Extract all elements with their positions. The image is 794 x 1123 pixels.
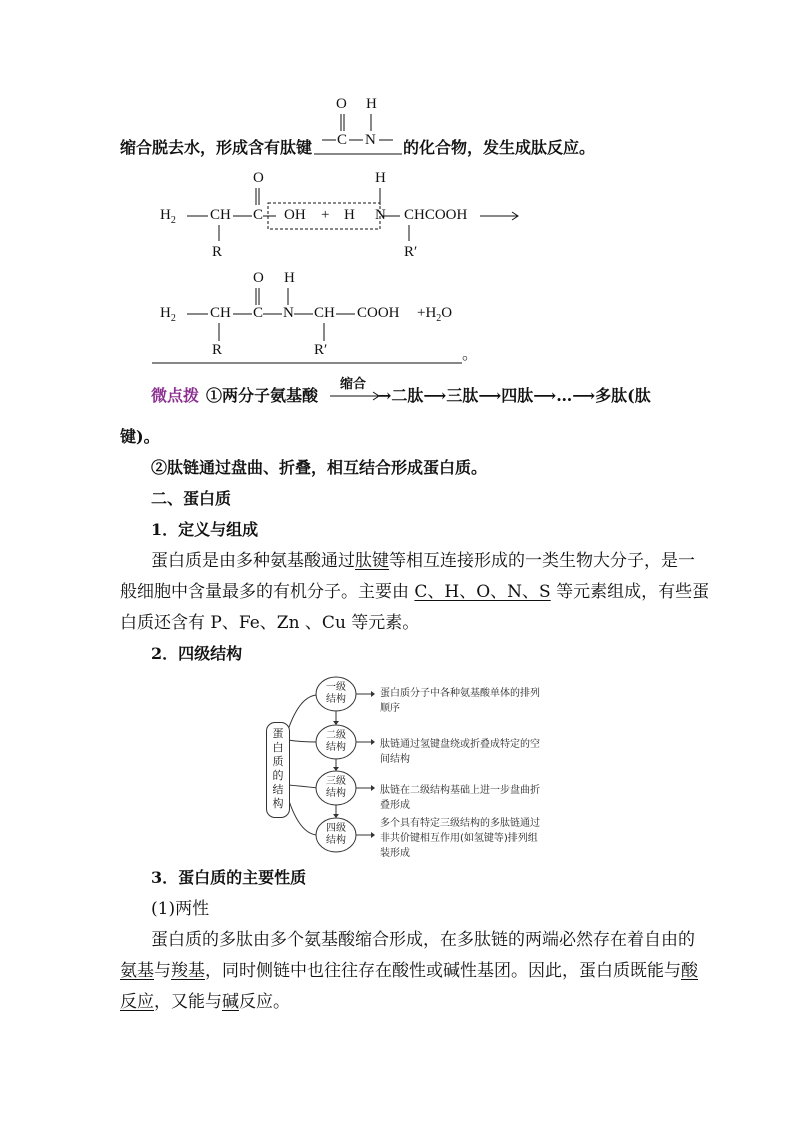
- section2-p1-line1: [151, 551, 695, 571]
- r1-r-prime: R′: [404, 244, 418, 260]
- level4-desc: [380, 816, 540, 861]
- r2-sub2: 2: [170, 313, 176, 324]
- level1-desc-a: 蛋白质分子中各种氨基酸单体的排列: [380, 688, 540, 699]
- r2-h: H: [160, 305, 171, 321]
- p1-l1-u: 肽键: [355, 551, 389, 571]
- r1-plus: +: [321, 207, 330, 223]
- section3-p-line3: [120, 992, 290, 1012]
- section3-sub3-1: (1)两性: [151, 899, 210, 919]
- intro-text-before: 缩合脱去水，形成含有肽键: [120, 138, 313, 157]
- p1-l1-b: 等相互连接形成的一类生物大分子，是一: [389, 551, 695, 571]
- p1-l2-a: 般细胞中含量最多的有机分子。主要由: [120, 582, 415, 602]
- bond-o: O: [336, 96, 347, 112]
- r2-water-sub: 2: [436, 313, 442, 324]
- section2-sub2: 2．四级结构: [151, 644, 243, 663]
- r2-n: N: [283, 305, 294, 321]
- r2-water: [417, 305, 452, 324]
- section3-p-line2: [120, 961, 698, 981]
- p3-carboxyl: 羧基: [171, 961, 205, 981]
- r1-h: H: [160, 207, 171, 223]
- r1-h-top: H: [375, 170, 386, 186]
- root-char-6: 构: [272, 797, 284, 810]
- level4-name: [322, 823, 350, 847]
- bond-c: C: [337, 132, 348, 148]
- r2-ch2: CH: [314, 305, 335, 321]
- p3-acid: 酸: [681, 961, 698, 981]
- bond-structure-lines: [300, 110, 420, 160]
- tip-label: 微点拨: [151, 386, 200, 405]
- level2-name-b: 结构: [326, 742, 346, 753]
- level4-desc-b: 非共价键相互作用(如氢键等)排列组: [380, 833, 538, 844]
- r2-plus-h: +H: [417, 305, 437, 321]
- section2-heading: 二、蛋白质: [151, 489, 232, 508]
- r1-chcooh: CHCOOH: [404, 207, 468, 223]
- r1-n: N: [375, 207, 386, 223]
- root-char-3: 质: [272, 755, 284, 768]
- diagram-root-text: [267, 723, 289, 811]
- r2-r: R: [212, 342, 223, 358]
- level2-desc-a: 肽链通过氢键盘绕或折叠成特定的空: [380, 739, 540, 750]
- level1-name-b: 结构: [326, 694, 346, 705]
- level1-name: [322, 682, 350, 706]
- intro-text-after: 的化合物，发生成肽反应。: [403, 138, 596, 157]
- bond-n: N: [365, 132, 376, 148]
- p3-l2-b: ，同时侧链中也往往存在酸性或碱性基团。因此，蛋白质既能与: [205, 961, 681, 981]
- p1-l1-a: 蛋白质是由多种氨基酸通过: [151, 551, 355, 571]
- r2-o-top: O: [253, 270, 264, 286]
- level4-name-b: 结构: [326, 835, 346, 846]
- level3-name-b: 结构: [326, 788, 346, 799]
- diagram-root-box: [266, 722, 290, 818]
- tip-line1-start: ①两分子氨基酸: [206, 386, 319, 405]
- r1-ch: CH: [210, 207, 231, 223]
- p3-and: 与: [154, 961, 171, 981]
- p3-mid: ，又能与: [154, 992, 222, 1012]
- level1-desc: [380, 686, 540, 716]
- level3-name-a: 三级: [326, 776, 346, 787]
- level4-name-a: 四级: [326, 823, 346, 834]
- r2-h2n: [160, 305, 176, 324]
- level3-desc-b: 叠形成: [380, 800, 410, 811]
- r2-c: C: [253, 305, 264, 321]
- level2-name-a: 二级: [326, 730, 346, 741]
- tip-line1-end: 键)。: [120, 427, 160, 446]
- level3-name: [322, 776, 350, 800]
- r2-cooh: COOH: [357, 305, 400, 321]
- root-char-5: 结: [272, 783, 284, 796]
- p3-base: 碱: [222, 992, 239, 1012]
- root-char-2: 白: [272, 741, 284, 754]
- r2-period: 。: [462, 344, 479, 363]
- tip-line2: ②肽链通过盘曲、折叠，相互结合形成蛋白质。: [151, 458, 488, 477]
- section3-sub3: 3．蛋白质的主要性质: [151, 868, 307, 887]
- p1-l2-u: C、H、O、N、S: [414, 582, 551, 602]
- level2-desc-b: 间结构: [380, 754, 410, 765]
- p3-end: 反应。: [239, 992, 290, 1012]
- level2-name: [322, 730, 350, 754]
- level1-name-a: 一级: [326, 682, 346, 693]
- level3-desc: [380, 783, 540, 813]
- r1-h2n: [160, 207, 176, 226]
- r1-sub2: 2: [170, 215, 176, 226]
- level1-desc-b: 顺序: [380, 703, 400, 714]
- section2-p1-line3: 白质还含有 P、Fe、Zn 、Cu 等元素。: [120, 613, 420, 633]
- r1-r: R: [212, 244, 223, 260]
- root-char-4: 的: [272, 769, 284, 782]
- section3-p-line1: 蛋白质的多肽由多个氨基酸缩合形成，在多肽链的两端必然存在着自由的: [151, 930, 695, 950]
- r2-water-o: O: [441, 305, 453, 321]
- tip-chain: →二肽⟶三肽⟶四肽⟶…⟶多肽(肽: [378, 386, 651, 405]
- level4-desc-a: 多个具有特定三级结构的多肽链通过: [380, 818, 540, 829]
- r2-ch: CH: [210, 305, 231, 321]
- r1-oh: OH: [284, 207, 306, 223]
- section2-p1-line2: [120, 582, 709, 602]
- p1-l2-b: 等元素组成，有些蛋: [550, 582, 710, 602]
- section2-sub1: 1．定义与组成: [151, 520, 259, 539]
- root-char-1: 蛋: [272, 727, 284, 740]
- r1-bonds: [150, 185, 530, 265]
- level3-desc-a: 肽链在二级结构基础上进一步盘曲折: [380, 785, 540, 796]
- bond-h: H: [366, 96, 377, 112]
- r2-r-prime: R′: [314, 342, 328, 358]
- r1-c: C: [253, 207, 264, 223]
- p3-react: 反应: [120, 992, 154, 1012]
- r1-h: H: [344, 207, 355, 223]
- tip-over-arrow: 缩合: [340, 377, 367, 392]
- r2-h-top: H: [284, 270, 295, 286]
- level2-desc: [380, 737, 540, 767]
- r1-o-top: O: [253, 170, 264, 186]
- p3-amino: 氨基: [120, 961, 154, 981]
- level4-desc-c: 装形成: [380, 848, 410, 859]
